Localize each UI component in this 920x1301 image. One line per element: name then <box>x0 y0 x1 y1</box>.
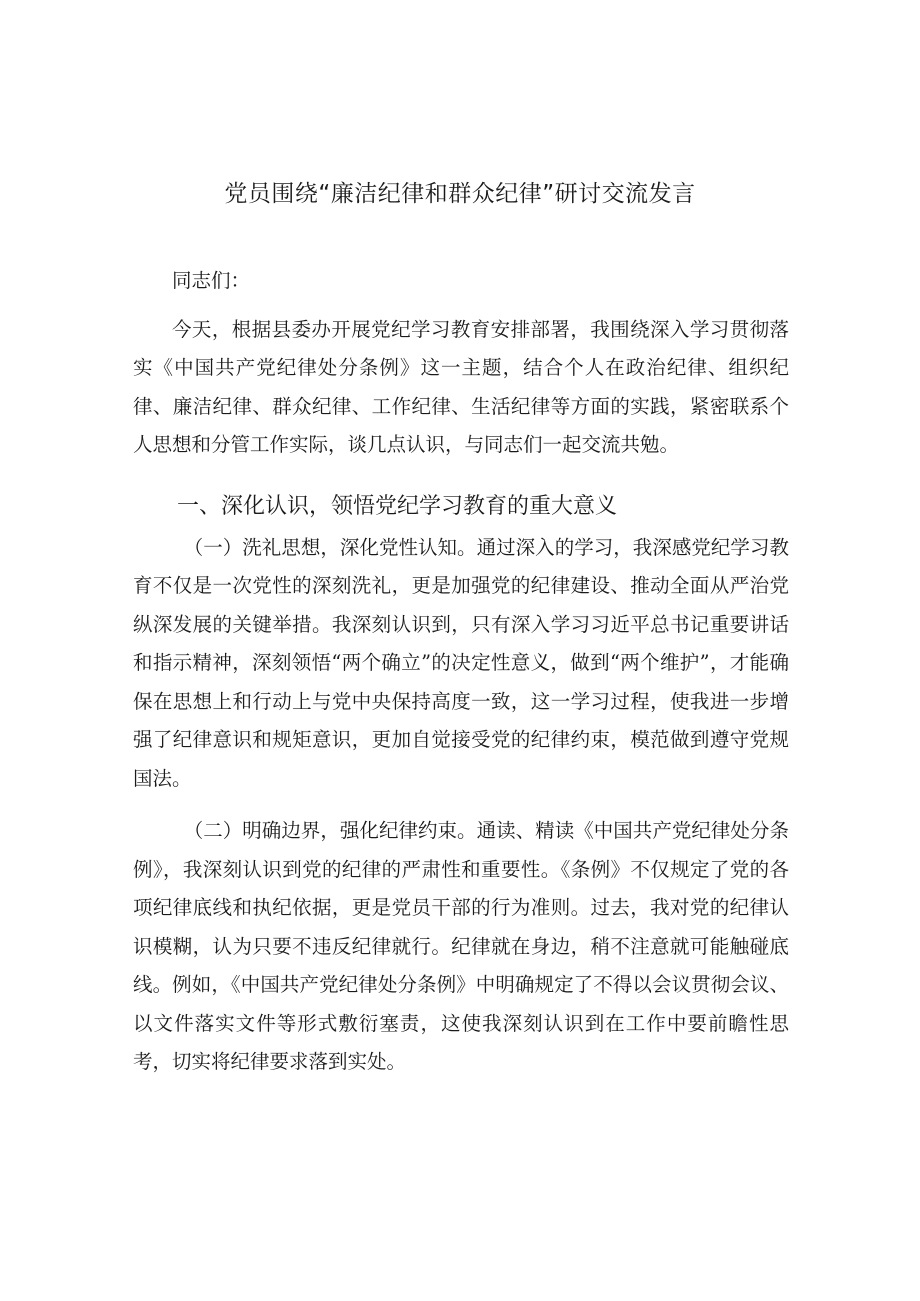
paragraph-1: （一）洗礼思想，深化党性认知。通过深入的学习，我深感党纪学习教育不仅是一次党性的深刻洗礼，更是加强党的纪律建设、推动全面从严治党纵深发展的关键举措。我深刻认识到，只有深入学习习近平总书记重要讲话和指示精神，深刻领悟“两个确立”的决定性意义，做到“两个维护”，才能确保在思想上和行动上与党中央保持高度一致，这一学习过程，使我进一步增强了纪律意识和规矩意识，更加自觉接受党的纪律约束，模范做到遵守党规国法。 <box>133 535 789 790</box>
section-heading: 一、深化认识，领悟党纪学习教育的重大意义 <box>177 493 618 519</box>
greeting: 同志们： <box>172 269 251 292</box>
paragraph-2: （二）明确边界，强化纪律约束。通读、精读《中国共产党纪律处分条例》，我深刻认识到党的纪律的严肃性和重要性。《条例》不仅规定了党的各项纪律底线和执纪依据，更是党员干部的行为准则。过去，我对党的纪律认识模糊，认为只要不违反纪律就行。纪律就在身边，稍不注意就可能触碰底线。例如，《中国共产党纪律处分条例》中明确规定了不得以会议贯彻会议、以文件落实文件等形式敷衍塞责，这使我深刻认识到在工作中要前瞻性思考，切实将纪律要求落到实处。 <box>133 819 789 1073</box>
intro-paragraph: 今天，根据县委办开展党纪学习教育安排部署，我围绕深入学习贯彻落实《中国共产党纪律处分条例》这一主题，结合个人在政治纪律、组织纪律、廉洁纪律、群众纪律、工作纪律、生活纪律等方面的实践，紧密联系个人思想和分管工作实际，谈几点认识，与同志们一起交流共勉。 <box>133 317 789 456</box>
document-body <box>133 262 789 1082</box>
document-title: 党员围绕“廉洁纪律和群众纪律”研讨交流发言 <box>224 181 696 207</box>
